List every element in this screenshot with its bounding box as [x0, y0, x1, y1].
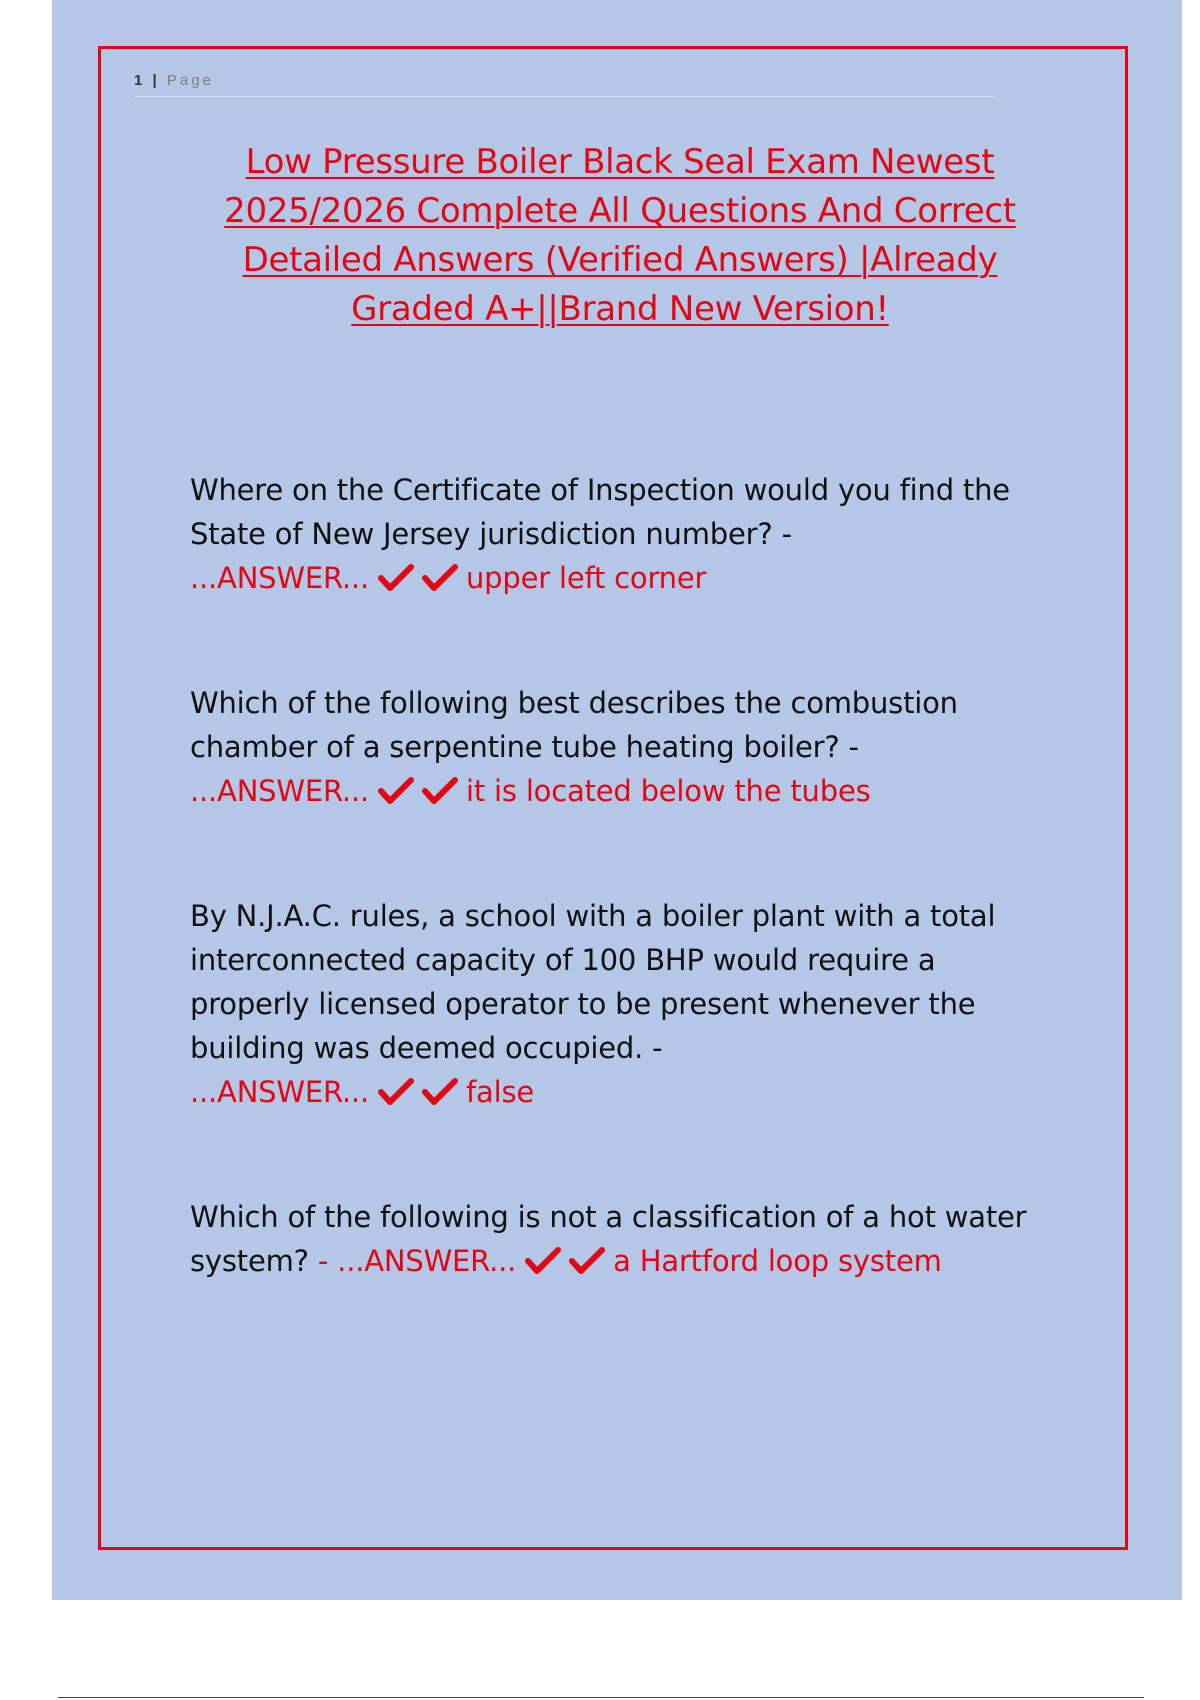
question-text: Which of the following best describes the combustion chamber of a serpentine tube heating boiler? -	[190, 686, 958, 764]
page-header	[134, 70, 996, 97]
answer-text: it is located below the tubes	[466, 774, 871, 808]
checkmark-icon	[422, 1077, 458, 1107]
question-text: Which of the following is not a classification of a hot water system?	[190, 1200, 1027, 1278]
checkmark-icon	[422, 563, 458, 593]
qa-item	[190, 468, 1060, 600]
qa-item	[190, 894, 1060, 1114]
page-label: Page	[166, 72, 214, 89]
answer-marker: ...ANSWER...	[190, 774, 369, 808]
document-title: Low Pressure Boiler Black Seal Exam Newest 2025/2026 Complete All Questions And Correct Detailed Answers (Verified Answers) |Already Graded A+||Brand New Version!	[224, 142, 1016, 329]
answer-dash: -	[317, 1244, 329, 1278]
answer-text: upper left corner	[466, 561, 707, 595]
question-text: By N.J.A.C. rules, a school with a boiler plant with a total interconnected capacity of 100 BHP would require a properly licensed operator to be present whenever the building was deemed occupied. -	[190, 899, 996, 1065]
answer-marker: ...ANSWER...	[190, 1075, 369, 1109]
question-text: Where on the Certificate of Inspection would you find the State of New Jersey jurisdiction number? -	[190, 473, 1010, 551]
answer-text: false	[466, 1075, 534, 1109]
answer-text: a Hartford loop system	[613, 1244, 942, 1278]
page-number: 1	[134, 72, 145, 89]
page-separator: |	[152, 72, 159, 89]
checkmark-icon	[378, 776, 414, 806]
checkmark-icon	[378, 563, 414, 593]
checkmark-icon	[569, 1246, 605, 1276]
answer-marker: ...ANSWER...	[337, 1244, 517, 1278]
qa-item	[190, 681, 1060, 813]
answer-marker: ...ANSWER...	[190, 561, 369, 595]
checkmark-icon	[525, 1246, 561, 1276]
bottom-divider	[58, 1697, 1144, 1698]
checkmark-icon	[422, 776, 458, 806]
checkmark-icon	[378, 1077, 414, 1107]
qa-item	[190, 1195, 1060, 1283]
